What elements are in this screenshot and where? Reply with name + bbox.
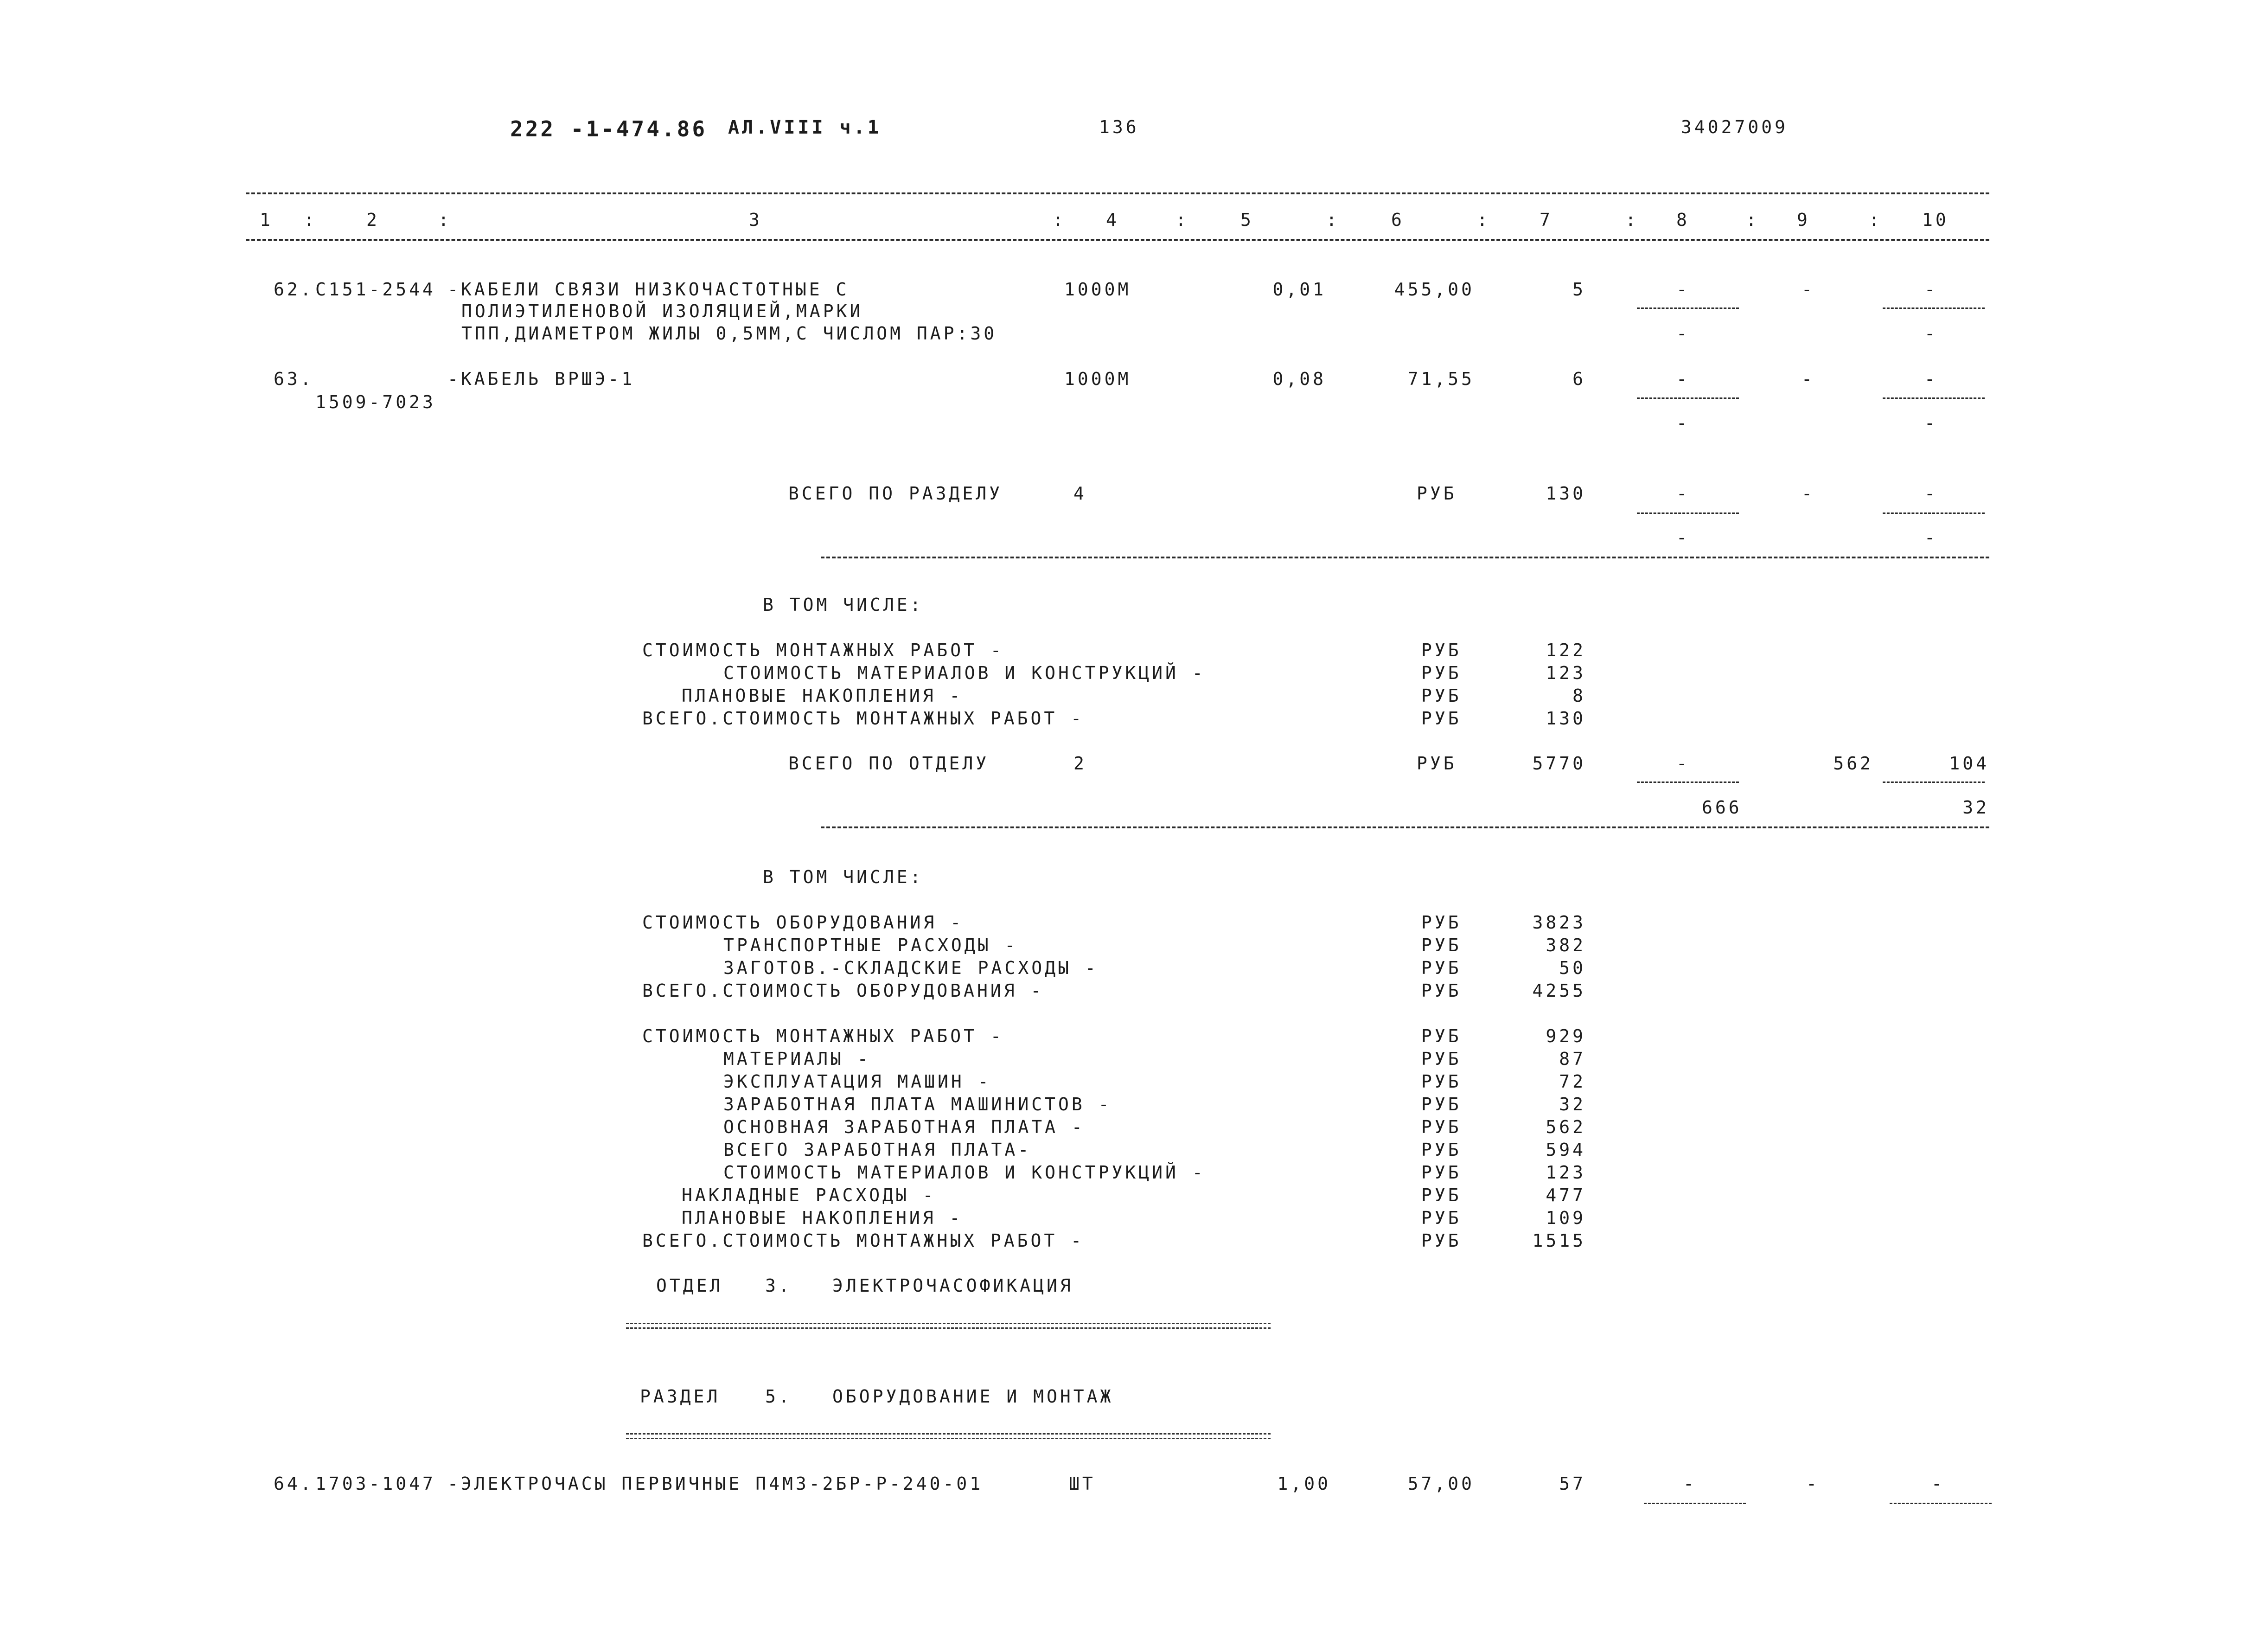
section-total-value: 130: [1546, 483, 1586, 504]
col-7: 7: [1540, 210, 1553, 230]
list-item-unit: РУБ: [1421, 935, 1462, 955]
row-col8: -: [1683, 1473, 1697, 1494]
list-item-value: 123: [1546, 1162, 1586, 1183]
row-col10-sub: -: [1924, 413, 1938, 433]
list-item-value: 32: [1559, 1094, 1586, 1115]
section-total-col8-sub: -: [1676, 527, 1690, 548]
list-item-unit: РУБ: [1421, 640, 1462, 660]
row-total: 5: [1572, 279, 1586, 300]
row-description: -ЭЛЕКТРОЧАСЫ ПЕРВИЧНЫЕ П4М3-2БР-Р-240-01: [447, 1473, 984, 1494]
row-col9: -: [1806, 1473, 1820, 1494]
list-item-unit: РУБ: [1421, 1162, 1462, 1183]
list-item-value: 122: [1546, 640, 1586, 660]
list-item-value: 87: [1559, 1049, 1586, 1069]
col-6: 6: [1391, 210, 1405, 230]
row-col10: -: [1924, 369, 1938, 389]
col-1: 1: [260, 210, 273, 230]
col-9: 9: [1797, 210, 1810, 230]
dept-total-number: 2: [1073, 753, 1087, 774]
list-item-label: ВСЕГО.СТОИМОСТЬ МОНТАЖНЫХ РАБОТ -: [642, 1230, 1084, 1251]
dept-heading-label: ОТДЕЛ: [656, 1275, 723, 1296]
col8-divider: [1644, 1503, 1746, 1504]
list-item-label: ЗАРАБОТНАЯ ПЛАТА МАШИНИСТОВ -: [723, 1094, 1112, 1115]
col-4: 4: [1106, 210, 1119, 230]
dept-total-col8-sub: 666: [1702, 797, 1742, 818]
row-price: 71,55: [1407, 369, 1475, 389]
list-item-label: ТРАНСПОРТНЫЕ РАСХОДЫ -: [723, 935, 1018, 955]
col10-divider: [1890, 1503, 1992, 1504]
list-item-value: 50: [1559, 958, 1586, 978]
list-item-label: НАКЛАДНЫЕ РАСХОДЫ -: [682, 1185, 936, 1205]
list-item-value: 1515: [1532, 1230, 1586, 1251]
row-col9: -: [1802, 279, 1815, 300]
list-item-label: ВСЕГО.СТОИМОСТЬ МОНТАЖНЫХ РАБОТ -: [642, 708, 1084, 729]
row-quantity: 0,08: [1272, 369, 1326, 389]
list-item-unit: РУБ: [1421, 1230, 1462, 1251]
row-col8: -: [1676, 369, 1690, 389]
double-rule: [626, 1323, 1271, 1324]
double-rule: [626, 1327, 1271, 1329]
row-unit: 1000М: [1064, 279, 1131, 300]
doc-code: 222 -1-474.86: [510, 116, 708, 141]
album-label: АЛ.VIII ч.1: [728, 117, 882, 138]
dept-total-rule: [821, 826, 1989, 828]
col10-divider: [1883, 307, 1985, 309]
list-item-label: СТОИМОСТЬ МОНТАЖНЫХ РАБОТ -: [642, 640, 1004, 660]
row-number: 62.: [274, 279, 314, 300]
list-item-unit: РУБ: [1421, 1117, 1462, 1137]
dept-total-col10: 104: [1949, 753, 1989, 774]
section-total-rule: [821, 557, 1989, 558]
section-heading-label: РАЗДЕЛ: [640, 1386, 721, 1407]
list-item-unit: РУБ: [1421, 685, 1462, 706]
list-item-value: 109: [1546, 1208, 1586, 1228]
list-item-value: 382: [1546, 935, 1586, 955]
list-item-value: 4255: [1532, 980, 1586, 1001]
list-item-unit: РУБ: [1421, 1094, 1462, 1115]
row-col10: -: [1931, 1473, 1945, 1494]
col10-divider: [1883, 512, 1985, 514]
dept-total-label: ВСЕГО ПО ОТДЕЛУ: [788, 753, 990, 774]
page-number: 136: [1099, 117, 1139, 137]
list-item-unit: РУБ: [1421, 663, 1462, 683]
row-unit: 1000М: [1064, 369, 1131, 389]
section-heading-title: ОБОРУДОВАНИЕ И МОНТАЖ: [832, 1386, 1114, 1407]
section-total-unit: РУБ: [1417, 483, 1457, 504]
list-item-value: 562: [1546, 1117, 1586, 1137]
row-number: 63.: [274, 369, 314, 389]
row-description: ПОЛИЭТИЛЕНОВОЙ ИЗОЛЯЦИЕЙ,МАРКИ: [461, 301, 863, 321]
section-total-number: 4: [1073, 483, 1087, 504]
list-item-unit: РУБ: [1421, 1208, 1462, 1228]
list-item-value: 130: [1546, 708, 1586, 729]
list-item-label: СТОИМОСТЬ ОБОРУДОВАНИЯ -: [642, 912, 964, 933]
col8-divider: [1637, 397, 1739, 399]
section-total-label: ВСЕГО ПО РАЗДЕЛУ: [788, 483, 1003, 504]
row-col8-sub: -: [1676, 323, 1690, 344]
list-item-unit: РУБ: [1421, 1140, 1462, 1160]
dept-total-col8: -: [1676, 753, 1690, 774]
list-item-unit: РУБ: [1421, 1049, 1462, 1069]
col-5: 5: [1240, 210, 1254, 230]
dept-heading-title: ЭЛЕКТРОЧАСОФИКАЦИЯ: [832, 1275, 1073, 1296]
list-item-label: СТОИМОСТЬ МАТЕРИАЛОВ И КОНСТРУКЦИЙ -: [723, 1162, 1206, 1183]
row-description: -КАБЕЛИ СВЯЗИ НИЗКОЧАСТОТНЫЕ С: [447, 279, 850, 300]
list-item-label: ЭКСПЛУАТАЦИЯ МАШИН -: [723, 1071, 991, 1092]
section-total-col8: -: [1676, 483, 1690, 504]
table-header-rule: [246, 239, 1989, 241]
double-rule: [626, 1438, 1271, 1439]
list-item-value: 3823: [1532, 912, 1586, 933]
list-item-unit: РУБ: [1421, 980, 1462, 1001]
list-item-label: СТОИМОСТЬ МОНТАЖНЫХ РАБОТ -: [642, 1026, 1004, 1046]
col-10: 10: [1922, 210, 1949, 230]
list-item-label: МАТЕРИАЛЫ -: [723, 1049, 871, 1069]
table-top-rule: [246, 192, 1989, 194]
list-item-value: 594: [1546, 1140, 1586, 1160]
list-item-label: ВСЕГО.СТОИМОСТЬ ОБОРУДОВАНИЯ -: [642, 980, 1044, 1001]
row-unit: ШТ: [1069, 1473, 1096, 1494]
list-item-value: 72: [1559, 1071, 1586, 1092]
dept-total-value: 5770: [1532, 753, 1586, 774]
list-item-label: ЗАГОТОВ.-СКЛАДСКИЕ РАСХОДЫ -: [723, 958, 1099, 978]
row-price: 57,00: [1407, 1473, 1475, 1494]
row-col10-sub: -: [1924, 323, 1938, 344]
dept-total-col9: 562: [1833, 753, 1873, 774]
col8-divider: [1637, 781, 1739, 783]
list-item-label: ВСЕГО ЗАРАБОТНАЯ ПЛАТА-: [723, 1140, 1032, 1160]
row-price: 455,00: [1394, 279, 1475, 300]
list-item-value: 477: [1546, 1185, 1586, 1205]
section-heading-number: 5.: [765, 1386, 792, 1407]
row-code: 1509-7023: [315, 392, 436, 412]
list-item-value: 929: [1546, 1026, 1586, 1046]
list-item-label: ПЛАНОВЫЕ НАКОПЛЕНИЯ -: [682, 685, 963, 706]
list-item-unit: РУБ: [1421, 1185, 1462, 1205]
row-col8-sub: -: [1676, 413, 1690, 433]
row-number: 64.: [274, 1473, 314, 1494]
col-8: 8: [1676, 210, 1690, 230]
list-item-label: ОСНОВНАЯ ЗАРАБОТНАЯ ПЛАТА -: [723, 1117, 1085, 1137]
row-description: ТПП,ДИАМЕТРОМ ЖИЛЫ 0,5ММ,С ЧИСЛОМ ПАР:30: [461, 323, 997, 344]
list-item-value: 123: [1546, 663, 1586, 683]
dept-total-unit: РУБ: [1417, 753, 1457, 774]
list-item-unit: РУБ: [1421, 1026, 1462, 1046]
list-item-unit: РУБ: [1421, 1071, 1462, 1092]
section-total-col10-sub: -: [1924, 527, 1938, 548]
row-code: 1703-1047: [315, 1473, 436, 1494]
row-quantity: 1,00: [1277, 1473, 1331, 1494]
list-item-unit: РУБ: [1421, 958, 1462, 978]
col-2: 2: [366, 210, 380, 230]
col10-divider: [1883, 397, 1985, 399]
row-total: 57: [1559, 1473, 1586, 1494]
breakdown-heading: В ТОМ ЧИСЛЕ:: [763, 595, 924, 615]
section-total-col9: -: [1802, 483, 1815, 504]
list-item-value: 8: [1572, 685, 1586, 706]
dept-heading-number: 3.: [765, 1275, 792, 1296]
col10-divider: [1883, 781, 1985, 783]
row-col10: -: [1924, 279, 1938, 300]
section-total-col10: -: [1924, 483, 1938, 504]
list-item-label: СТОИМОСТЬ МАТЕРИАЛОВ И КОНСТРУКЦИЙ -: [723, 663, 1206, 683]
row-code: С151-2544: [315, 279, 436, 300]
double-rule: [626, 1433, 1271, 1435]
col8-divider: [1637, 512, 1739, 514]
dept-total-col10-sub: 32: [1962, 797, 1989, 818]
row-col8: -: [1676, 279, 1690, 300]
row-quantity: 0,01: [1272, 279, 1326, 300]
col-3: 3: [749, 210, 762, 230]
row-description: -КАБЕЛЬ ВРШЭ-1: [447, 369, 635, 389]
document-id: 34027009: [1681, 117, 1789, 137]
list-item-unit: РУБ: [1421, 708, 1462, 729]
row-total: 6: [1572, 369, 1586, 389]
col8-divider: [1637, 307, 1739, 309]
row-col9: -: [1802, 369, 1815, 389]
list-item-label: ПЛАНОВЫЕ НАКОПЛЕНИЯ -: [682, 1208, 963, 1228]
list-item-unit: РУБ: [1421, 912, 1462, 933]
breakdown-heading: В ТОМ ЧИСЛЕ:: [763, 867, 924, 887]
